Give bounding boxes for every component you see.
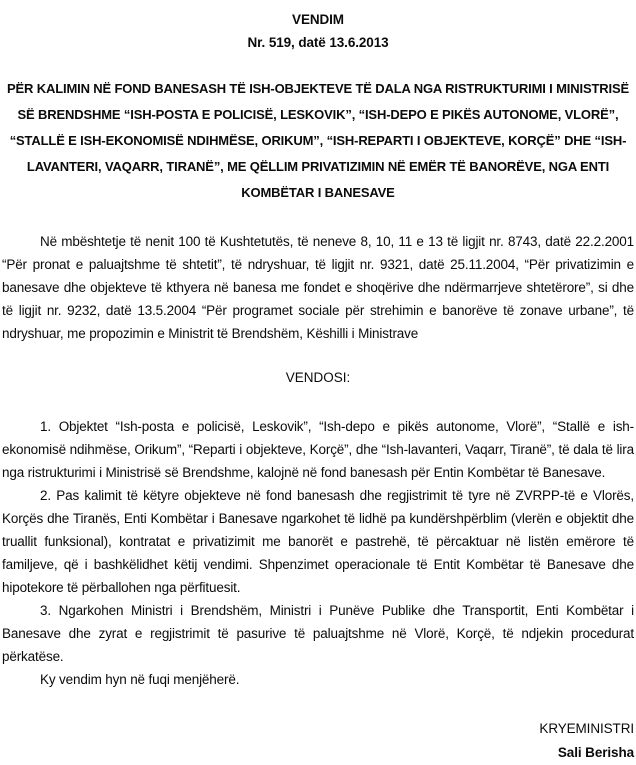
decision-points <box>2 415 634 691</box>
document-title: PËR KALIMIN NË FOND BANESASH TË ISH-OBJEKTEVE TË DALA NGA RISTRUKTURIMI I MINISTRISË SË BRENDSHME “ISH-POSTA E POLICISË, LESKOVIK”, “ISH-DEPO E PIKËS AUTONOME, VLORË”, “STALLË E ISH-EKONOMISË NDIHMËSE, ORIKUM”, “ISH-REPARTI I OBJEKTEVE, KORÇË” DHE “ISH-LAVANTERI, VAQARR, TIRANË”, ME QËLLIM PRIVATIZIMIN NË EMËR TË BANORËVE, NGA ENTI KOMBËTAR I BANESAVE <box>6 81 630 200</box>
decision-point-1: 1. Objektet “Ish-posta e policisë, Leskovik”, “Ish-depo e pikës autonome, Vlorë”, “Stallë e ish-ekonomisë ndihmëse, Orikum”, “Reparti i objekteve, Korçë”, dhe “Ish-lavanteri, Vaqarr, Tiranë”, të dala të lira nga ristrukturimi i Ministrisë së Brendshme, kalojnë në fond banesash për Entin Kombëtar të Banesave. <box>2 419 634 480</box>
signer-name: Sali Berisha <box>557 745 634 760</box>
preamble-paragraph: Në mbështetje të nenit 100 të Kushtetutës, të neneve 8, 10, 11 e 13 të ligjit nr. 8743, datë 22.2.2001 “Për pronat e paluajtshme të shtetit”, të ndryshuar, të ligjit nr. 9321, datë 25.11.2004, “Për privatizimin e banesave dhe objekteve të kthyera në banesa me fondet e shoqërive dhe ndërmarrjeve shtetërore”, si dhe të ligjit nr. 9232, datë 13.5.2004 “Për programet sociale për strehimin e banorëve të zonave urbane”, të ndryshuar, me propozimin e Ministrit të Brendshëm, Këshilli i Ministrave <box>2 234 634 341</box>
document-type-heading: VENDIM <box>292 12 344 27</box>
signature-block <box>2 717 634 765</box>
document-header <box>2 8 634 54</box>
decision-heading: VENDOSI: <box>285 370 351 385</box>
entry-into-force-line: Ky vendim hyn në fuqi menjëherë. <box>40 672 240 687</box>
signer-role: KRYEMINISTRI <box>539 721 634 736</box>
decision-point-3: 3. Ngarkohen Ministri i Brendshëm, Ministri i Punëve Publike dhe Transportit, Enti Kombëtar i Banesave dhe zyrat e regjistrimit të pasurive të paluajtshme në Vlorë, Korçë, të ndjekin procedurat përkatëse. <box>2 603 634 664</box>
document-number-date: Nr. 519, datë 13.6.2013 <box>247 35 389 50</box>
decision-point-2: 2. Pas kalimit të këtyre objekteve në fond banesash dhe regjistrimit të tyre në ZVRPP-të e Vlorës, Korçës dhe Tiranës, Enti Kombëtar i Banesave ngarkohet të lidhë pa kundërshpërblim (vlerën e objektit dhe truallit funksional), kontratat e privatizimit me banorët e pastrehë, të përcaktuar në listën emërore të familjeve, që i bashkëlidhet këtij vendimi. Shpenzimet operacionale të Entit Kombëtar të Banesave dhe hipotekore të përballohen nga përfituesit. <box>2 488 634 595</box>
